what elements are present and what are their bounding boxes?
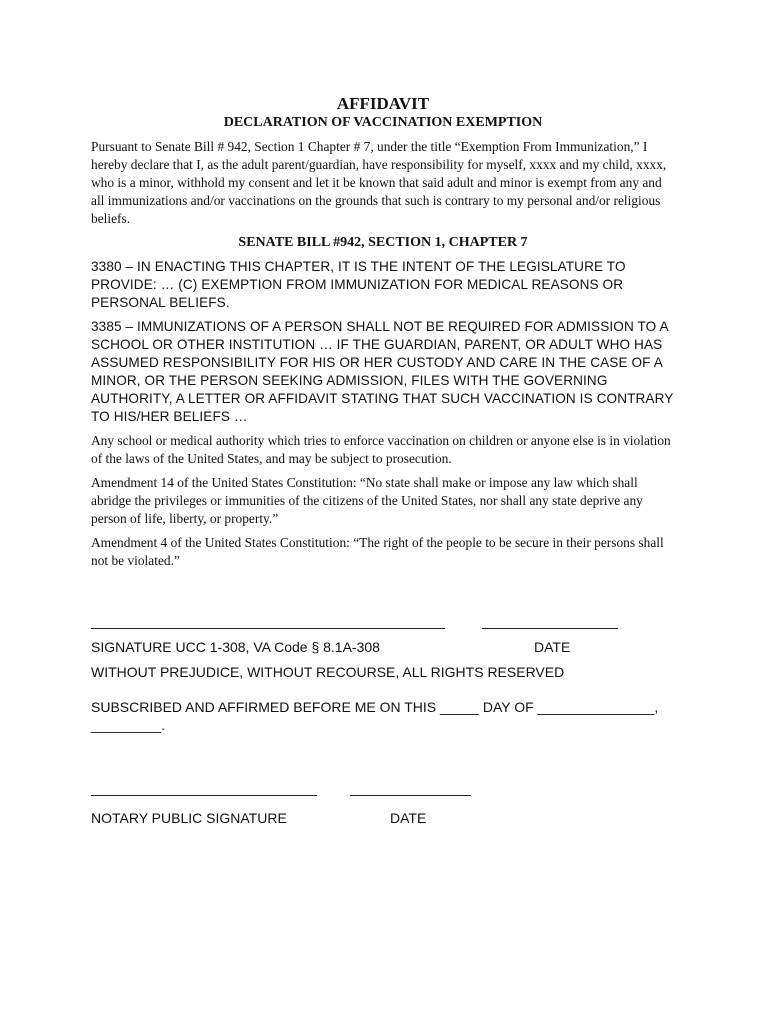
rights-reserved-text: WITHOUT PREJUDICE, WITHOUT RECOURSE, ALL RIGHTS RESERVED <box>91 664 565 680</box>
subscribed-line: SUBSCRIBED AND AFFIRMED BEFORE ME ON THIS _____ DAY OF _______________, <box>91 699 659 715</box>
clause-3385: 3385 – IMMUNIZATIONS OF A PERSON SHALL NOT BE REQUIRED FOR ADMISSION TO A SCHOOL OR OTHER INSTITUTION … IF THE GUARDIAN, PARENT, OR ADULT WHO HAS ASSUMED RESPONSIBILITY FOR HIS OR HER CUSTODY AND CARE IN THE CASE OF A MINOR, OR THE PERSON SEEKING ADMISSION, FILES WITH THE GOVERNING AUTHORITY, A LETTER OR AFFIDAVIT STATING THAT SUCH VACCINATION IS CONTRARY TO HIS/HER BELIEFS … <box>91 319 674 424</box>
intro-paragraph: Pursuant to Senate Bill # 942, Section 1 Chapter # 7, under the title “Exemption From Immunization,” I hereby declare that I, as the adult parent/guardian, have responsibility for myself, xxxx and my child, xxxx, who is a minor, withhold my consent and let it be known that said adult and minor is exempt from any and all immunizations and/or vaccinations on the grounds that such is contrary to my personal and/or religious beliefs. <box>91 139 667 226</box>
signature-line <box>91 628 445 629</box>
subscribed-year-line: _________. <box>91 717 165 733</box>
notary-signature-line <box>91 795 317 796</box>
notary-date-line <box>350 795 471 796</box>
amendment-14-paragraph: Amendment 14 of the United States Constitution: “No state shall make or impose any law which shall abridge the privileges or immunities of the citizens of the United States, nor shall any state deprive any person of life, liberty, or property.” <box>91 475 643 526</box>
document-title: AFFIDAVIT <box>336 94 430 113</box>
date-line <box>482 628 618 629</box>
clause-3380: 3380 – IN ENACTING THIS CHAPTER, IT IS THE INTENT OF THE LEGISLATURE TO PROVIDE: … (C) EXEMPTION FROM IMMUNIZATION FOR MEDICAL REASONS OR PERSONAL BELIEFS. <box>91 259 626 310</box>
affidavit-body <box>91 94 675 576</box>
amendment-4-paragraph: Amendment 4 of the United States Constitution: “The right of the people to be secure in their persons shall not be violated.” <box>91 535 664 568</box>
notary-signature-label: NOTARY PUBLIC SIGNATURE <box>91 810 287 826</box>
signature-label: SIGNATURE UCC 1-308, VA Code § 8.1A-308 <box>91 639 380 655</box>
notary-date-label: DATE <box>390 810 427 826</box>
date-label: DATE <box>534 639 571 655</box>
document-subtitle: DECLARATION OF VACCINATION EXEMPTION <box>223 115 543 130</box>
section-heading: SENATE BILL #942, SECTION 1, CHAPTER 7 <box>238 235 528 250</box>
violation-paragraph: Any school or medical authority which tries to enforce vaccination on children or anyone else is in violation of the laws of the United States, and may be subject to prosecution. <box>91 433 671 466</box>
